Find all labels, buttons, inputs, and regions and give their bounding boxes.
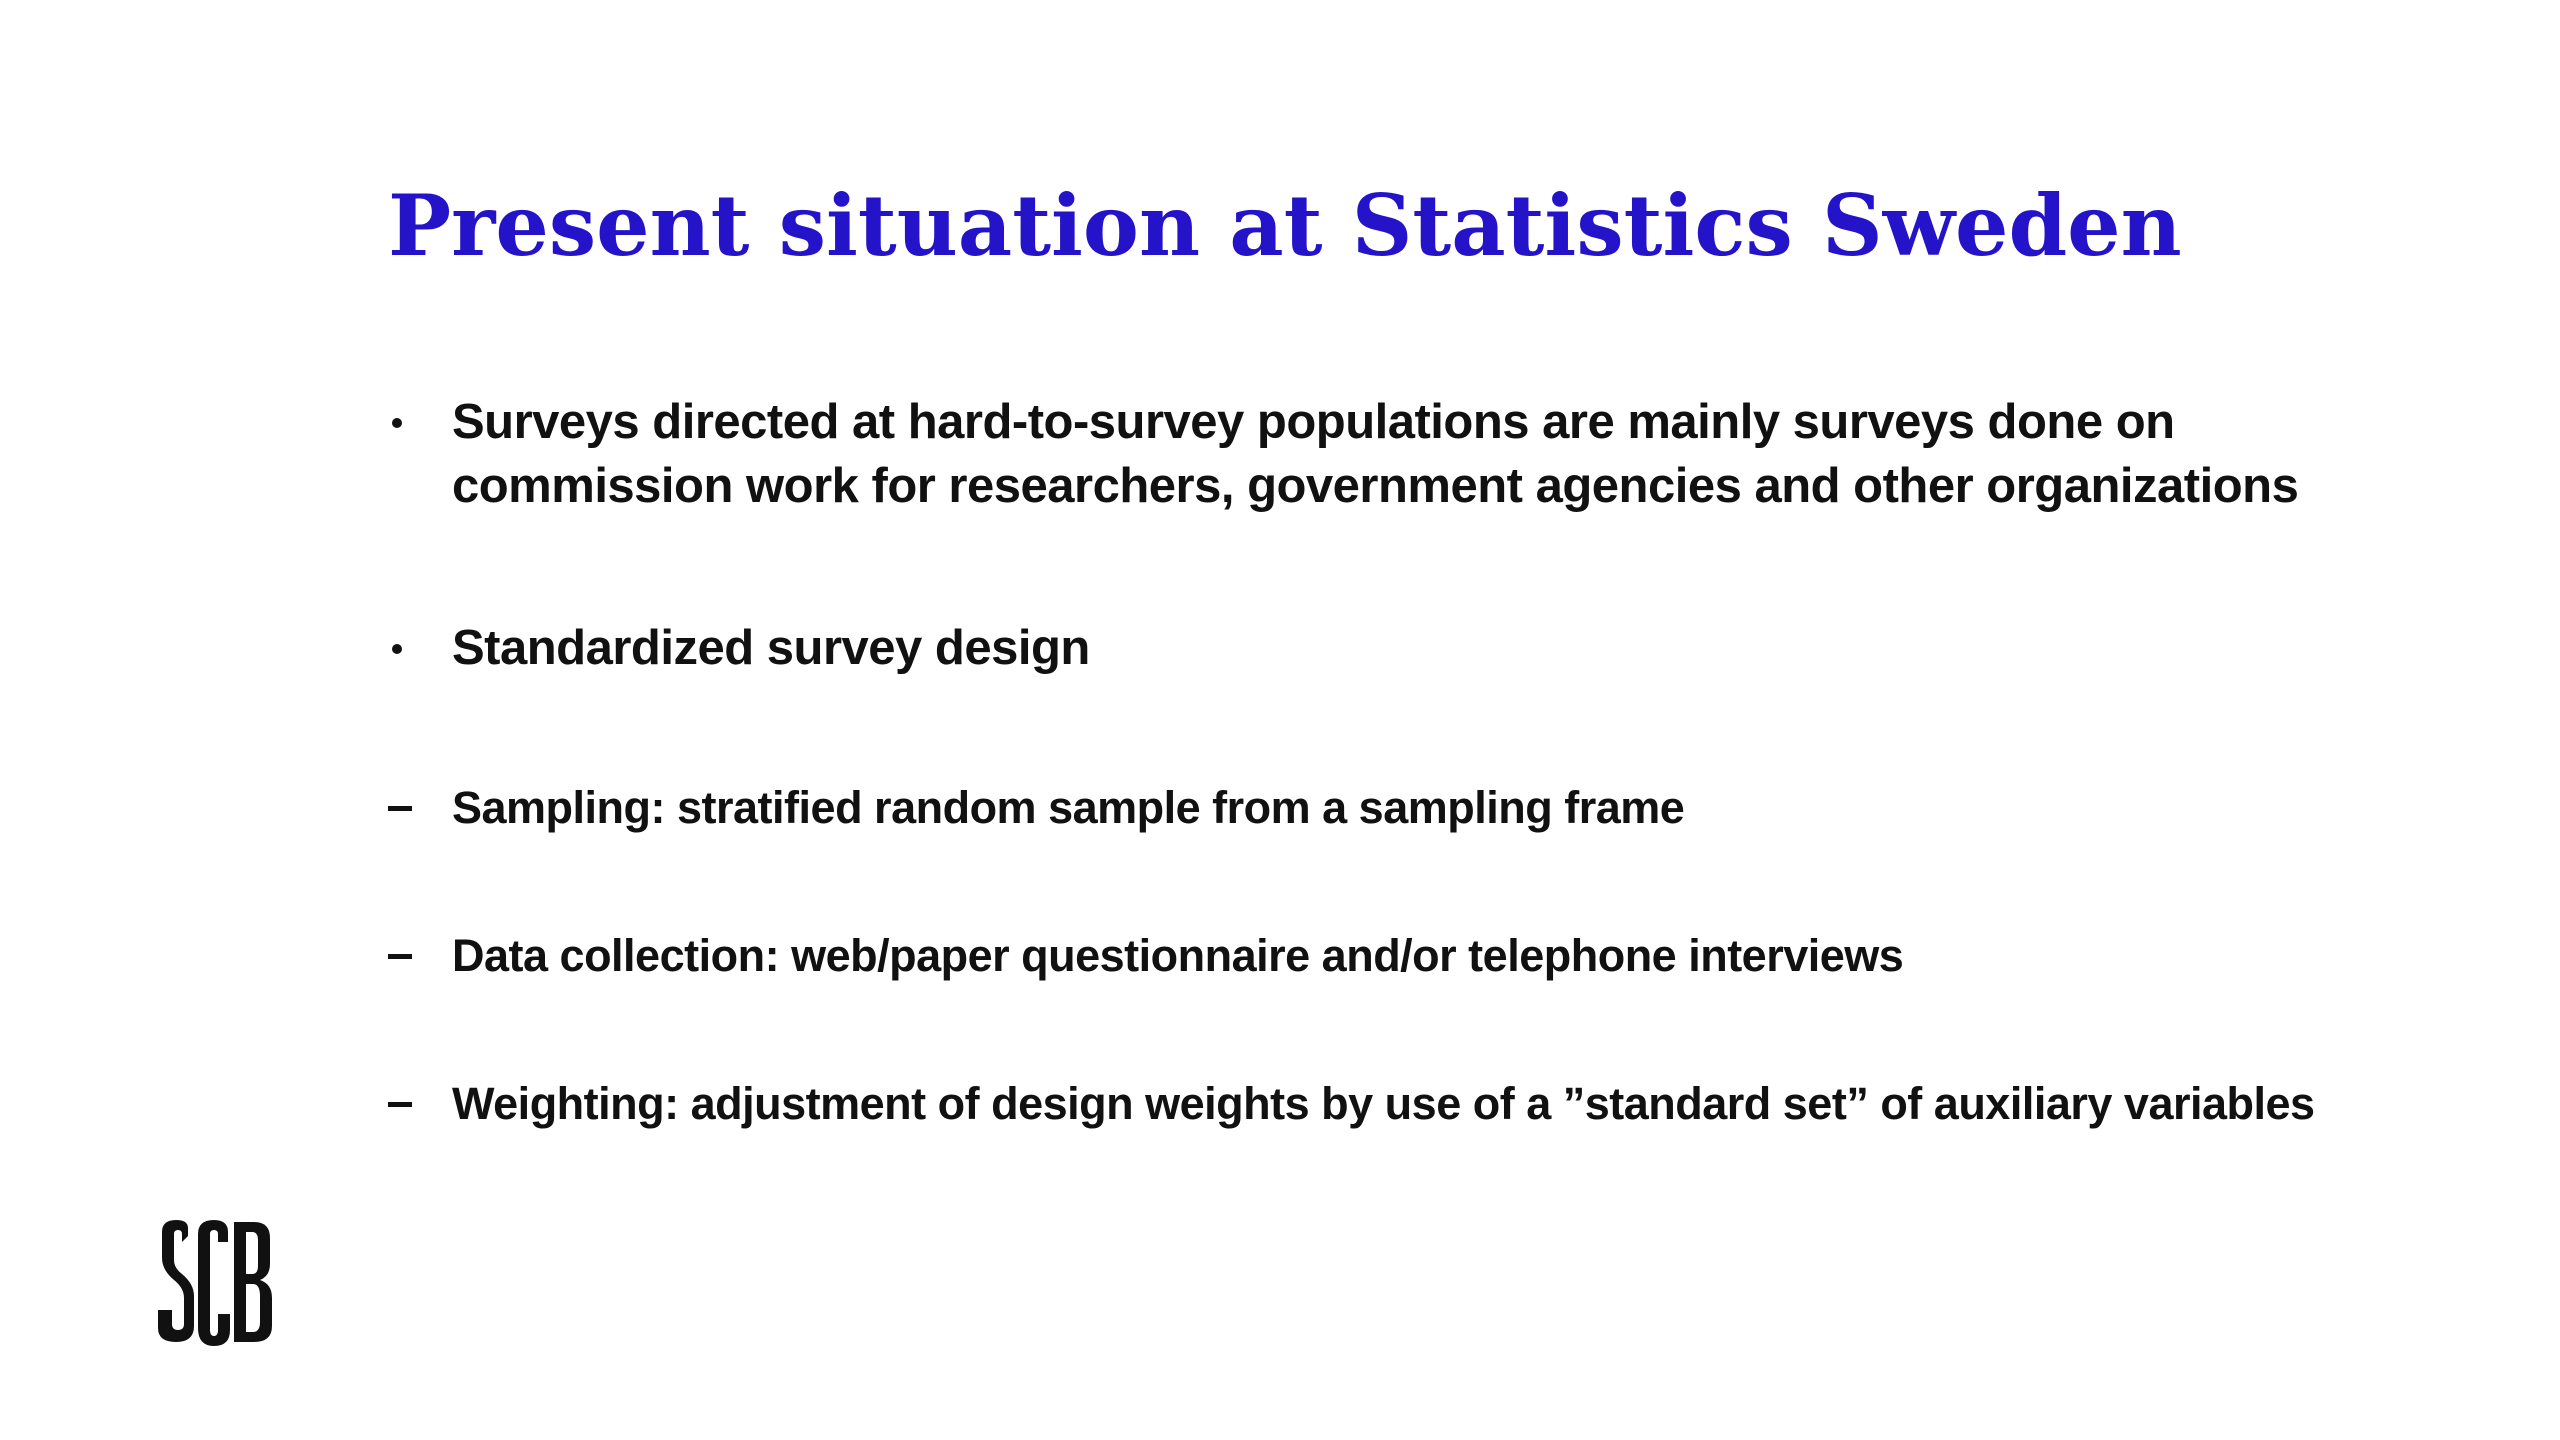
dash-icon <box>388 806 412 811</box>
dash-icon <box>388 954 412 959</box>
sub-bullet-text: Weighting: adjustment of design weights by use of a ”standard set” of auxiliary variables <box>452 1078 2315 1129</box>
sub-bullet-text: Data collection: web/paper questionnaire and/or telephone interviews <box>452 930 1904 981</box>
bullet-item <box>388 390 2408 518</box>
slide-title: Present situation at Statistics Sweden <box>388 176 2182 275</box>
sub-bullet-text: Sampling: stratified random sample from a sampling frame <box>452 782 1685 833</box>
dash-icon <box>388 1102 412 1107</box>
scb-logo-icon <box>154 1218 274 1348</box>
bullet-dot-icon <box>392 418 402 428</box>
bullet-item <box>388 616 2408 680</box>
bullet-dot-icon <box>392 644 402 654</box>
sub-bullet-item <box>388 776 2408 840</box>
bullet-text: Standardized survey design <box>452 621 1090 675</box>
bullet-text: Surveys directed at hard-to-survey populations are mainly surveys done on commission work for researchers, government agencies and other organizations <box>452 395 2299 513</box>
sub-bullet-item <box>388 924 2408 988</box>
sub-bullet-item <box>388 1072 2408 1136</box>
